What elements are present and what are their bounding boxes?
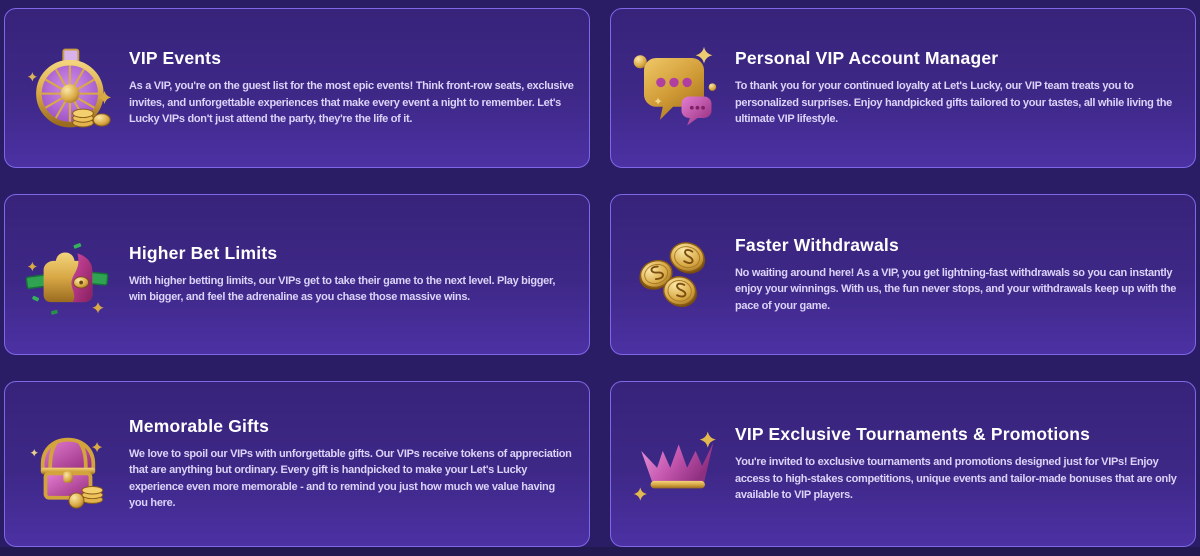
card-content: [735, 48, 1185, 128]
vip-benefit-card-personal-vip-account-manager: [610, 8, 1196, 168]
fortune-wheel-icon: [23, 43, 113, 133]
treasure-chest-icon: [23, 419, 113, 509]
card-description: No waiting around here! As a VIP, you get lightning-fast withdrawals so you can instantly enjoy your winnings. With us, the fun never stops, and your withdrawals keep up with the pace of your game.: [735, 266, 1177, 312]
section-bottom-edge: [0, 547, 1200, 556]
card-description: With higher betting limits, our VIPs get to take their game to the next level. Play bigger, win bigger, and feel the adrenaline as you chase those massive wins.: [129, 274, 556, 304]
card-description: We love to spoil our VIPs with unforgettable gifts. Our VIPs receive tokens of appreciation that are anything but ordinary. Every gift is handpicked to make your Let's Lucky experience even more memorable - and to remind you just how much we value having you here.: [129, 447, 572, 510]
wallet-icon: [23, 229, 113, 319]
gold-coins-icon: [629, 229, 719, 319]
chat-bubbles-icon: [629, 43, 719, 133]
card-description: As a VIP, you're on the guest list for the most epic events! Think front-row seats, exclusive invites, and unforgettable experiences that make every event a night to remember. Let's Lucky VIPs don't just attend the party, they're the life of it.: [129, 80, 574, 126]
card-description: You're invited to exclusive tournaments and promotions designed just for VIPs! Enjoy access to high-stakes competitions, unique events and tailor-made bonuses that are only available to VIP players.: [735, 456, 1177, 502]
card-title: Memorable Gifts: [129, 415, 270, 436]
vip-benefit-card-higher-bet-limits: [4, 194, 590, 354]
card-title: Higher Bet Limits: [129, 242, 278, 263]
card-content: [735, 424, 1185, 504]
card-description: To thank you for your continued loyalty at Let's Lucky, our VIP team treats you to personalized surprises. Enjoy handpicked gifts tailored to your tastes, all while living the ultimate VIP lifestyle.: [735, 80, 1172, 126]
card-title: VIP Events: [129, 48, 222, 69]
card-title: Personal VIP Account Manager: [735, 48, 999, 69]
crown-icon: [629, 419, 719, 509]
card-title: Faster Withdrawals: [735, 234, 899, 255]
vip-benefit-card-memorable-gifts: [4, 381, 590, 547]
vip-benefit-card-vip-exclusive-tournaments-promotions: [610, 381, 1196, 547]
card-content: [129, 243, 579, 306]
card-content: [129, 48, 579, 128]
vip-benefit-card-faster-withdrawals: [610, 194, 1196, 354]
vip-benefit-card-vip-events: [4, 8, 590, 168]
card-title: VIP Exclusive Tournaments & Promotions: [735, 424, 1091, 445]
card-content: [735, 235, 1185, 315]
card-content: [129, 416, 579, 512]
